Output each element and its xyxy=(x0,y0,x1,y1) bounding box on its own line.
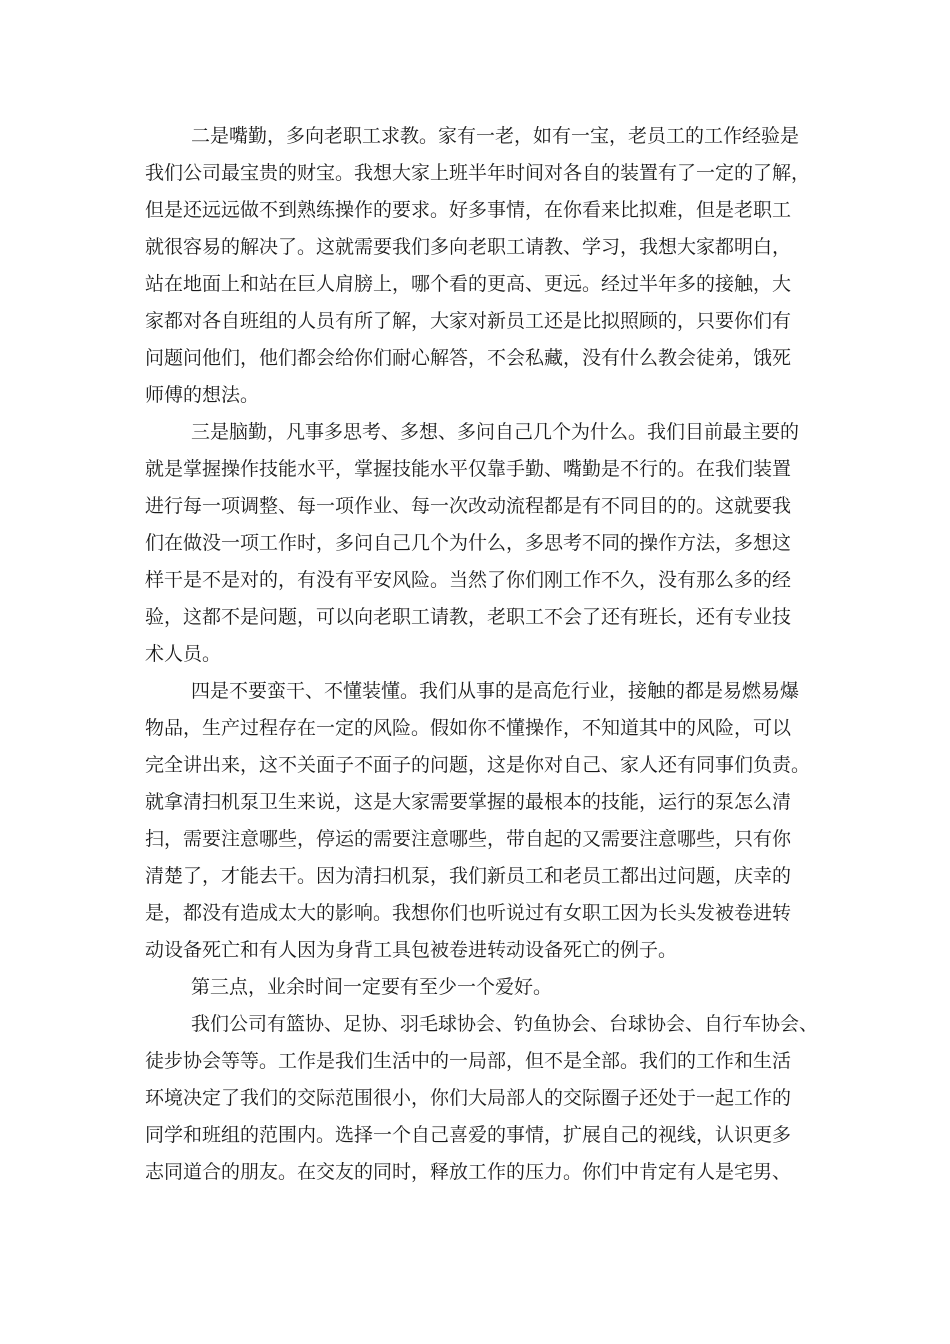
document-body xyxy=(145,118,819,1191)
paragraph-p2 xyxy=(145,414,810,673)
text-line: 徒步协会等等。工作是我们生活中的一局部，但不是全部。我们的工作和生活 xyxy=(145,1050,792,1072)
text-line: 扫，需要注意哪些，停运的需要注意哪些，带自起的又需要注意哪些，只有你 xyxy=(145,828,792,850)
text-line: 们在做没一项工作时，多问自己几个为什么，多思考不同的操作方法，多想这 xyxy=(145,532,792,554)
text-line: 三是脑勤，凡事多思考、多想、多问自己几个为什么。我们目前最主要的 xyxy=(191,421,800,443)
text-line: 动设备死亡和有人因为身背工具包被卷进转动设备死亡的例子。 xyxy=(145,939,678,961)
text-line: 环境决定了我们的交际范围很小，你们大局部人的交际圈子还处于一起工作的 xyxy=(145,1087,792,1109)
text-line: 站在地面上和站在巨人肩膀上，哪个看的更高、更远。经过半年多的接触，大 xyxy=(145,273,792,295)
text-line: 四是不要蛮干、不懂装懂。我们从事的是高危行业，接触的都是易燃易爆 xyxy=(191,680,800,702)
text-line: 我们公司有篮协、足协、羽毛球协会、钓鱼协会、台球协会、自行车协会、 xyxy=(191,1013,819,1035)
text-line: 志同道合的朋友。在交友的同时，释放工作的压力。你们中肯定有人是宅男、 xyxy=(145,1161,792,1183)
paragraph-p1 xyxy=(145,118,810,414)
text-line: 就很容易的解决了。这就需要我们多向老职工请教、学习，我想大家都明白， xyxy=(145,236,792,258)
text-line: 验，这都不是问题，可以向老职工请教，老职工不会了还有班长，还有专业技 xyxy=(145,606,792,628)
text-line: 进行每一项调整、每一项作业、每一次改动流程都是有不同目的的。这就要我 xyxy=(145,495,792,517)
text-line: 样干是不是对的，有没有平安风险。当然了你们刚工作不久，没有那么多的经 xyxy=(145,569,792,591)
text-line: 第三点，业余时间一定要有至少一个爱好。 xyxy=(191,976,553,998)
paragraph-p3 xyxy=(145,673,810,969)
text-line: 就是掌握操作技能水平，掌握技能水平仅靠手勤、嘴勤是不行的。在我们装置 xyxy=(145,458,792,480)
paragraph-p4 xyxy=(145,969,810,1006)
text-line: 完全讲出来，这不关面子不面子的问题，这是你对自己、家人还有同事们负责。 xyxy=(145,754,811,776)
text-line: 家都对各自班组的人员有所了解，大家对新员工还是比拟照顾的，只要你们有 xyxy=(145,310,792,332)
text-line: 是，都没有造成太大的影响。我想你们也听说过有女职工因为长头发被卷进转 xyxy=(145,902,792,924)
paragraph-p5 xyxy=(145,1006,819,1191)
text-line: 但是还远远做不到熟练操作的要求。好多事情，在你看来比拟难，但是老职工 xyxy=(145,199,792,221)
text-line: 二是嘴勤，多向老职工求教。家有一老，如有一宝，老员工的工作经验是 xyxy=(191,125,800,147)
text-line: 就拿清扫机泵卫生来说，这是大家需要掌握的最根本的技能，运行的泵怎么清 xyxy=(145,791,792,813)
text-line: 师傅的想法。 xyxy=(145,384,260,406)
text-line: 术人员。 xyxy=(145,643,222,665)
text-line: 我们公司最宝贵的财宝。我想大家上班半年时间对各自的装置有了一定的了解， xyxy=(145,162,811,184)
text-line: 问题问他们，他们都会给你们耐心解答，不会私藏，没有什么教会徒弟，饿死 xyxy=(145,347,792,369)
text-line: 清楚了，才能去干。因为清扫机泵，我们新员工和老员工都出过问题，庆幸的 xyxy=(145,865,792,887)
text-line: 物品，生产过程存在一定的风险。假如你不懂操作，不知道其中的风险，可以 xyxy=(145,717,792,739)
text-line: 同学和班组的范围内。选择一个自己喜爱的事情，扩展自己的视线，认识更多 xyxy=(145,1124,792,1146)
